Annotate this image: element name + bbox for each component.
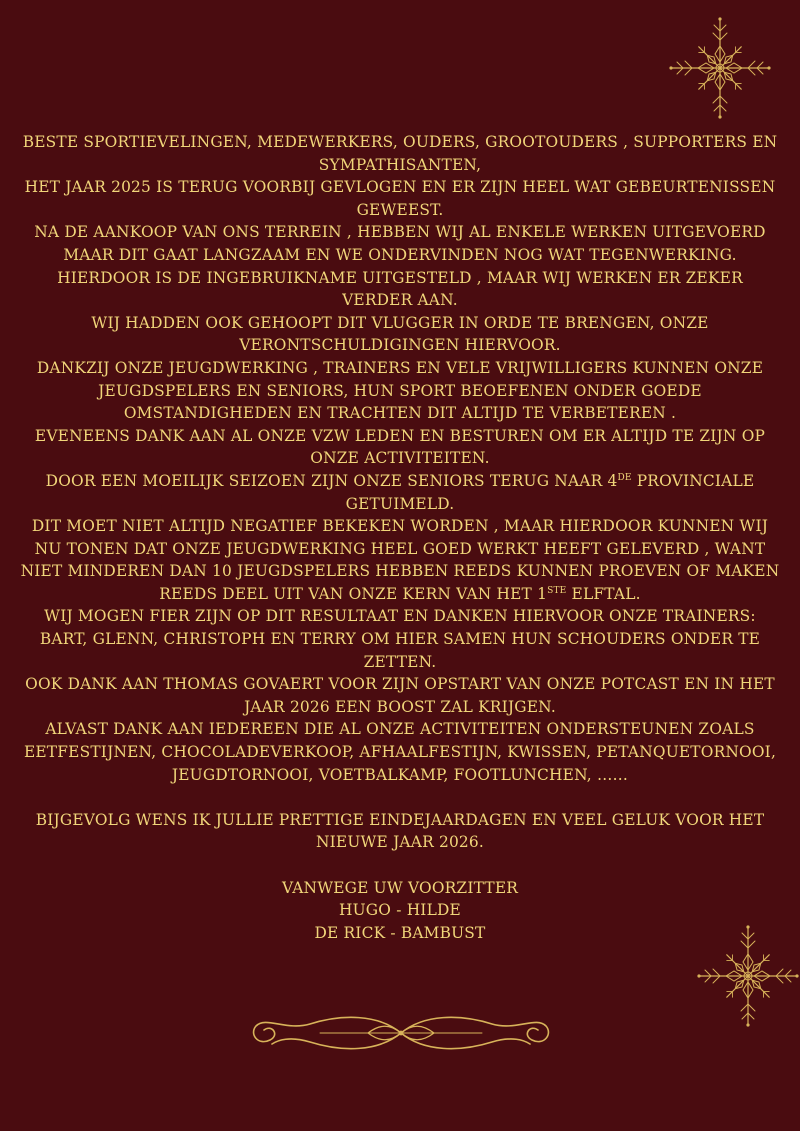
spacer: [20, 854, 780, 877]
letter-paragraph: HIERDOOR IS DE INGEBRUIKNAME UITGESTELD , MAAR WIJ WERKEN ER ZEKER VERDER AAN.: [57, 268, 743, 310]
spacer: [20, 786, 780, 809]
letter-paragraph: DANKZIJ ONZE JEUGDWERKING , TRAINERS EN VELE VRIJWILLIGERS KUNNEN ONZE JEUGDSPELERS EN SENIORS, HUN SPORT BEOEFENEN ONDER GOEDE OMSTANDIGHEDEN EN TRACHTEN DIT ALTIJD TE VERBETEREN .: [36, 358, 764, 423]
letter-salutation: BESTE SPORTIEVELINGEN, MEDEWERKERS, OUDERS, GROOTOUDERS , SUPPORTERS EN SYMPATHISANTEN,: [22, 133, 778, 174]
flourish-divider-icon: [250, 1010, 552, 1056]
letter-paragraph: WIJ HADDEN OOK GEHOOPT DIT VLUGGER IN ORDE TE BRENGEN, ONZE VERONTSCHULDIGINGEN HIERVOOR.: [91, 313, 709, 355]
snowflake-icon: [696, 924, 800, 1028]
ordinal-suffix: STE: [547, 585, 567, 596]
letter-text: DOOR EEN MOEILIJK SEIZOEN ZIJN ONZE SENIORS TERUG NAAR 4: [45, 471, 618, 490]
letter-paragraph: EVENEENS DANK AAN AL ONZE VZW LEDEN EN BESTUREN OM ER ALTIJD TE ZIJN OP ONZE ACTIVITEITEN.: [34, 426, 766, 468]
signoff: VANWEGE UW VOORZITTER: [281, 878, 519, 897]
letter-paragraph: WIJ MOGEN FIER ZIJN OP DIT RESULTAAT EN DANKEN HIERVOOR ONZE TRAINERS: BART, GLENN, CHRISTOPH EN TERRY OM HIER SAMEN HUN SCHOUDERS ONDER TE ZETTEN.: [39, 607, 761, 671]
letter-paragraph: [20, 470, 780, 515]
letter-paragraph: NA DE AANKOOP VAN ONS TERREIN , HEBBEN WIJ AL ENKELE WERKEN UITGEVOERD MAAR DIT GAAT LANGZAAM EN WE ONDERVINDEN NOG WAT TEGENWERKING.: [34, 223, 766, 264]
letter-paragraph: ALVAST DANK AAN IEDEREEN DIE AL ONZE ACTIVITEITEN ONDERSTEUNEN ZOALS EETFESTIJNEN, CHOCOLADEVERKOOP, AFHAALFESTIJN, KWISSEN, PETANQUETORNOOI, JEUGDTORNOOI, VOETBALKAMP, FOOTLUNCHEN, ……: [23, 720, 777, 784]
letter-paragraph: OOK DANK AAN THOMAS GOVAERT VOOR ZIJN OPSTART VAN ONZE POTCAST EN IN HET JAAR 2026 EEN BOOST ZAL KRIJGEN.: [25, 675, 775, 716]
letter-body: [20, 131, 780, 944]
letter-paragraph: [20, 515, 780, 605]
letter-text: PROVINCIALE GETUIMELD.: [345, 471, 755, 513]
ordinal-suffix: DE: [617, 472, 632, 483]
letter-text: ELFTAL.: [566, 584, 641, 603]
letter-paragraph: HET JAAR 2025 IS TERUG VOORBIJ GEVLOGEN EN ER ZIJN HEEL WAT GEBEURTENISSEN GEWEEST.: [24, 178, 776, 219]
signer-name: HUGO - HILDE: [339, 901, 461, 920]
letter-wishes: BIJGEVOLG WENS IK JULLIE PRETTIGE EINDEJAARDAGEN EN VEEL GELUK VOOR HET NIEUWE JAAR 2026.: [35, 810, 765, 852]
letter-text: DIT MOET NIET ALTIJD NEGATIEF BEKEKEN WORDEN , MAAR HIERDOOR KUNNEN WIJ NU TONEN DAT ONZE JEUGDWERKING HEEL GOED WERKT HEEFT GELEVERD , WANT NIET MINDEREN DAN 10 JEUGDSPELERS HEBBEN REEDS KUNNEN PROEVEN OF MAKEN REEDS DEEL UIT VAN ONZE KERN VAN HET 1: [20, 517, 780, 603]
snowflake-icon: [668, 16, 772, 120]
signer-name: DE RICK - BAMBUST: [314, 923, 486, 942]
